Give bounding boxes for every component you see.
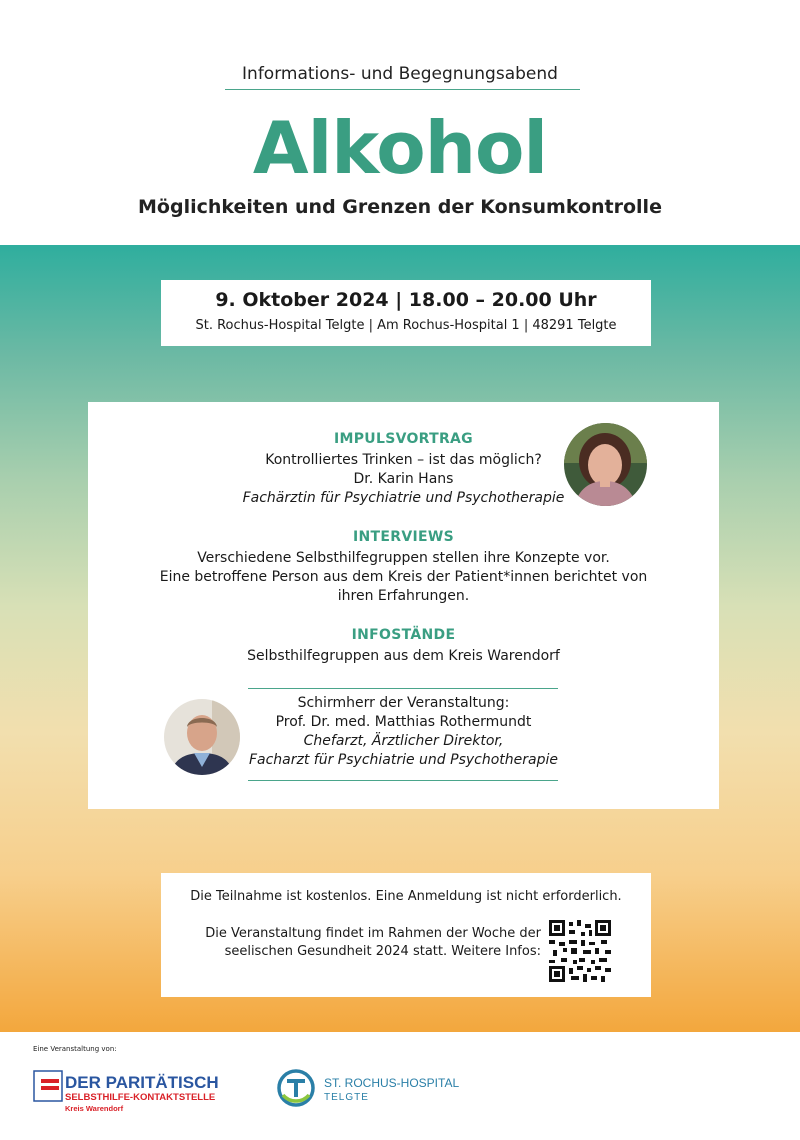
paritaetische-sub: SELBSTHILFE-KONTAKTSTELLE [65,1092,216,1103]
tagline: Möglichkeiten und Grenzen der Konsumkontrolle [138,196,662,218]
paritaetische-logo[interactable] [33,1070,218,1118]
rochus-name: ST. ROCHUS-HOSPITAL [324,1076,460,1090]
patron-label: Schirmherr der Veranstaltung: [297,695,510,711]
impuls-topic: Kontrolliertes Trinken – ist das möglich? [265,452,542,468]
patron-portrait [164,699,240,775]
info-line-2: Die Veranstaltung findet im Rahmen der Woche der [205,926,541,941]
patron-role-2: Facharzt für Psychiatrie und Psychotherapie [248,752,559,768]
patron-role-1: Chefarzt, Ärztlicher Direktor, [303,733,504,749]
patron-divider-bottom [248,780,558,781]
interviews-line-1: Verschiedene Selbsthilfegruppen stellen ihre Konzepte vor. [197,550,610,566]
impuls-speaker: Dr. Karin Hans [353,471,454,487]
program-box [88,402,719,809]
date-box [161,280,651,346]
event-location: St. Rochus-Hospital Telgte | Am Rochus-Hospital 1 | 48291 Telgte [195,318,617,333]
paritaetische-region: Kreis Warendorf [65,1104,124,1113]
interviews-line-2: Eine betroffene Person aus dem Kreis der Patient*innen berichtet von [159,569,648,585]
patron-name: Prof. Dr. med. Matthias Rothermundt [275,714,532,730]
qr-code[interactable] [549,920,611,982]
impuls-heading: IMPULSVORTRAG [334,431,473,447]
footer [0,1032,800,1140]
interviews-heading: INTERVIEWS [353,529,454,545]
speaker-portrait [564,423,647,506]
rochus-city: TELGTE [324,1092,369,1103]
event-subtitle: Informations- und Begegnungsabend [242,64,558,84]
event-date-time: 9. Oktober 2024 | 18.00 – 20.00 Uhr [215,289,597,311]
paritaetische-logo-icon [33,1070,218,1114]
footer-organizer-label: Eine Veranstaltung von: [33,1045,117,1053]
patron-photo-icon [164,699,240,775]
infostaende-line-1: Selbsthilfegruppen aus dem Kreis Warendorf [247,648,560,664]
main-title: Alkohol [252,106,548,190]
info-box [161,873,651,997]
speaker-photo-icon [564,423,647,506]
info-line-1: Die Teilnahme ist kostenlos. Eine Anmeldung ist nicht erforderlich. [190,889,622,904]
info-line-3: seelischen Gesundheit 2024 statt. Weitere Infos: [224,944,541,959]
impuls-role: Fachärztin für Psychiatrie und Psychotherapie [242,490,565,506]
info-text [191,925,541,961]
infostaende-heading: INFOSTÄNDE [351,627,456,643]
rochus-logo-icon [276,1065,466,1111]
paritaetische-name: DER PARITÄTISCHE [65,1073,218,1092]
qr-code-icon [549,920,611,982]
header-area [0,0,800,245]
patron-divider-top [248,688,558,689]
subtitle-underline [225,89,580,90]
rochus-logo[interactable] [276,1065,466,1115]
interviews-line-3: ihren Erfahrungen. [337,588,470,604]
